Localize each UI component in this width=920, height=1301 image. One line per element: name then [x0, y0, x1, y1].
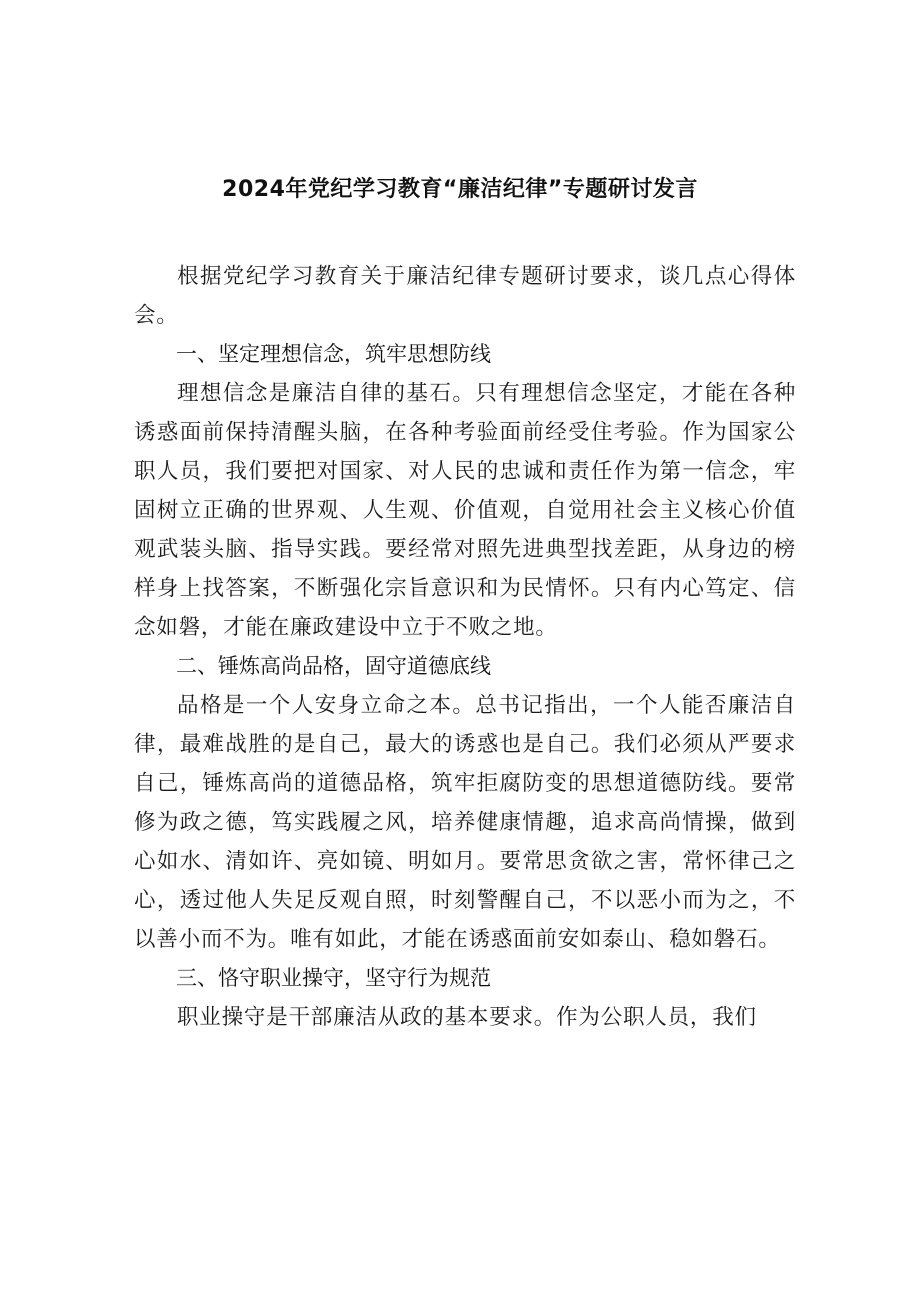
- section-heading-3: 三、恪守职业操守，坚守行为规范: [176, 966, 491, 990]
- section-paragraph-2: 品格是一个人安身立命之本。总书记指出，一个人能否廉洁自律，最难战胜的是自己，最大的诱惑也是自己。我们必须从严要求自己，锤炼高尚的道德品格，筑牢拒腐防变的思想道德防线。要常修为政之德，笃实践履之风，培养健康情趣，追求高尚情操，做到心如水、清如许、亮如镜、明如月。要常思贪欲之害，常怀律己之心，透过他人失足反观自照，时刻警醒自己，不以恶小而为之，不以善小而不为。唯有如此，才能在诱惑面前安如泰山、稳如磐石。: [134, 693, 796, 952]
- document-title: 2024年党纪学习教育“廉洁纪律”专题研讨发言: [222, 177, 698, 202]
- section-heading-1: 一、坚定理想信念，筑牢思想防线: [176, 342, 491, 366]
- section-paragraph-1: 理想信念是廉洁自律的基石。只有理想信念坚定，才能在各种诱惑面前保持清醒头脑，在各种考验面前经受住考验。作为国家公职人员，我们要把对国家、对人民的忠诚和责任作为第一信念，牢固树立正确的世界观、人生观、价值观，自觉用社会主义核心价值观武装头脑、指导实践。要经常对照先进典型找差距，从身边的榜样身上找答案，不断强化宗旨意识和为民情怀。只有内心笃定、信念如磐，才能在廉政建设中立于不败之地。: [134, 381, 796, 640]
- section-paragraph-3: 职业操守是干部廉洁从政的基本要求。作为公职人员，我们: [177, 1005, 757, 1030]
- intro-paragraph: 根据党纪学习教育关于廉洁纪律专题研讨要求，谈几点心得体会。: [134, 264, 796, 328]
- section-heading-2: 二、锤炼高尚品格，固守道德底线: [176, 654, 491, 678]
- document-body: [134, 257, 796, 1037]
